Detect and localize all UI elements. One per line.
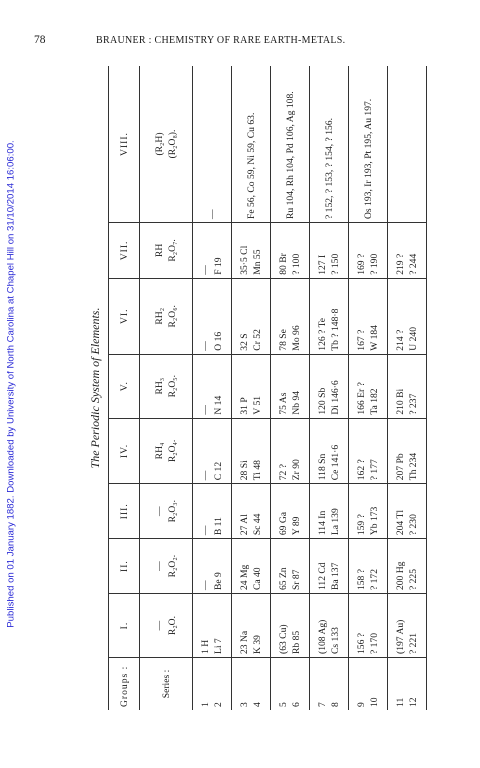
- element-entry: ? 100: [291, 253, 302, 275]
- element-entry: 207 Pb: [395, 453, 406, 481]
- element-entry: Mn 55: [252, 249, 263, 275]
- series-number: 6: [291, 702, 302, 707]
- formula-cell: [140, 66, 193, 223]
- groups-header-row: [109, 66, 140, 710]
- hydride-formula: —: [154, 561, 165, 571]
- element-entry: (63 Cu): [278, 624, 289, 654]
- element-entry: 23 Na: [239, 630, 250, 654]
- element-entry: 200 Hg: [395, 561, 406, 591]
- element-entry: O 16: [213, 331, 224, 351]
- element-entry: Sc 44: [252, 513, 263, 536]
- series-numbers: [271, 658, 310, 711]
- element-entry: —: [206, 209, 218, 219]
- element-entry: Y 89: [291, 516, 302, 536]
- element-entry: Ru 104, Rh 104, Pd 106, Ag 108.: [284, 91, 296, 219]
- element-cell: [310, 278, 349, 354]
- element-cell: [349, 418, 388, 484]
- element-cell: [349, 223, 388, 279]
- element-entry: 32 S: [239, 333, 250, 351]
- hydride-formula: (R₂H): [154, 132, 165, 156]
- element-cell: [271, 539, 310, 594]
- series-numbers: [193, 658, 232, 711]
- group-viii-cell: [271, 66, 310, 223]
- element-entry: ? 230: [408, 514, 419, 536]
- element-entry: Ba 137: [330, 562, 341, 591]
- watermark-text: Published on 01 January 1882. Downloaded by University of North Carolina at Chapel Hill on 31/10/2014 16:06:00.: [5, 140, 17, 628]
- series-pair-row: [310, 66, 349, 710]
- oxide-formula: R₂O₄.: [167, 439, 178, 463]
- element-cell: [349, 278, 388, 354]
- element-entry: —: [200, 525, 211, 536]
- element-entry: Li 7: [213, 638, 224, 654]
- element-entry: 31 P: [239, 397, 250, 415]
- element-cell: [310, 354, 349, 418]
- element-entry: Fe 56, Co 59, Ni 59, Cu 63.: [245, 112, 257, 219]
- element-cell: [310, 223, 349, 279]
- table-caption: The Periodic System of Elements.: [88, 307, 102, 469]
- element-entry: 72 ?: [278, 464, 289, 481]
- element-cell: [193, 418, 232, 484]
- element-entry: 24 Mg: [239, 564, 250, 591]
- element-entry: 28 Si: [239, 460, 250, 481]
- element-cell: [349, 539, 388, 594]
- element-cell: [388, 418, 427, 484]
- element-cell: [310, 418, 349, 484]
- formula-cell: [140, 278, 193, 354]
- series-number: 7: [317, 702, 328, 707]
- groups-label: Groups :: [109, 658, 140, 711]
- element-entry: N 14: [213, 395, 224, 415]
- element-entry: U 240: [408, 326, 419, 351]
- series-number: 4: [252, 702, 263, 707]
- element-entry: ? 172: [369, 568, 380, 591]
- element-entry: 156 ?: [356, 632, 367, 654]
- element-cell: [271, 484, 310, 539]
- element-entry: Ca 40: [252, 567, 263, 591]
- series-pair-row: [193, 66, 232, 710]
- series-pair-row: [271, 66, 310, 710]
- element-cell: [310, 594, 349, 658]
- element-entry: Os 193, Ir 193, Pt 195, Au 197.: [362, 98, 374, 219]
- hydride-formula: RH₂: [154, 307, 165, 325]
- element-entry: Zr 90: [291, 459, 302, 481]
- element-entry: ? 221: [408, 632, 419, 654]
- element-cell: [193, 594, 232, 658]
- element-entry: 219 ?: [395, 253, 406, 275]
- element-entry: 126 ? Te: [317, 317, 328, 351]
- rotated-table-block: [82, 66, 446, 710]
- element-cell: [271, 354, 310, 418]
- element-entry: V 51: [252, 395, 263, 415]
- series-number: 5: [278, 702, 289, 707]
- element-entry: Sr 87: [291, 569, 302, 591]
- group-viii-cell: [232, 66, 271, 223]
- group-header: IV.: [109, 418, 140, 484]
- element-entry: —: [200, 580, 211, 591]
- element-entry: La 139: [330, 508, 341, 536]
- group-header: VII.: [109, 223, 140, 279]
- element-cell: [388, 223, 427, 279]
- element-entry: 118 Sn: [317, 453, 328, 481]
- series-number: 2: [213, 702, 224, 707]
- element-entry: 75 As: [278, 392, 289, 415]
- element-entry: 204 Tl: [395, 510, 406, 536]
- series-number: 1: [200, 702, 211, 707]
- element-cell: [232, 484, 271, 539]
- element-cell: [232, 223, 271, 279]
- group-viii-cell: [310, 66, 349, 223]
- series-numbers: [310, 658, 349, 711]
- element-cell: [349, 594, 388, 658]
- element-entry: 35·5 Cl: [239, 245, 250, 275]
- element-cell: [388, 594, 427, 658]
- oxide-formula: (R₂O₈).: [167, 129, 178, 159]
- group-header: II.: [109, 539, 140, 594]
- element-cell: [271, 223, 310, 279]
- element-entry: F 19: [213, 257, 224, 275]
- element-cell: [232, 418, 271, 484]
- formula-cell: [140, 539, 193, 594]
- element-entry: 162 ?: [356, 459, 367, 481]
- series-pair-row: [349, 66, 388, 710]
- element-entry: Ta 182: [369, 388, 380, 415]
- element-entry: Tb ? 148·8: [330, 308, 341, 351]
- group-header: VIII.: [109, 66, 140, 223]
- element-entry: (108 Ag): [317, 619, 328, 654]
- element-entry: 65 Zn: [278, 567, 289, 591]
- hydride-formula: —: [154, 506, 165, 517]
- oxide-formula: R₂O₆.: [167, 305, 178, 328]
- element-cell: [232, 539, 271, 594]
- element-entry: Ce 141·6: [330, 444, 341, 481]
- element-entry: Nb 94: [291, 390, 302, 415]
- element-entry: C 12: [213, 461, 224, 481]
- element-entry: Rb 85: [291, 630, 302, 654]
- element-entry: —: [200, 405, 211, 415]
- element-cell: [271, 278, 310, 354]
- series-label: Series :: [140, 658, 193, 711]
- element-cell: [388, 278, 427, 354]
- series-pair-row: [388, 66, 427, 710]
- series-number: 9: [356, 702, 367, 707]
- formula-cell: [140, 594, 193, 658]
- element-entry: ? 237: [408, 393, 419, 415]
- series-numbers: [349, 658, 388, 711]
- element-entry: Mo 96: [291, 325, 302, 351]
- hydride-formula: RH: [154, 243, 165, 258]
- element-entry: Be 9: [213, 572, 224, 591]
- element-cell: [193, 278, 232, 354]
- element-cell: [388, 484, 427, 539]
- page-number: 78: [34, 34, 46, 46]
- hydride-formula: RH₃: [154, 377, 165, 395]
- oxide-formula: R₂O.: [167, 615, 178, 636]
- element-entry: Di 146·6: [330, 380, 341, 415]
- element-entry: ? 150: [330, 253, 341, 275]
- element-entry: 114 In: [317, 510, 328, 536]
- hydride-formula: —: [154, 620, 165, 631]
- element-cell: [388, 354, 427, 418]
- element-entry: K 39: [252, 635, 263, 654]
- element-cell: [310, 539, 349, 594]
- formula-cell: [140, 418, 193, 484]
- element-entry: 169 ?: [356, 253, 367, 275]
- element-cell: [310, 484, 349, 539]
- element-cell: [193, 354, 232, 418]
- element-entry: Ti 48: [252, 460, 263, 481]
- element-entry: ? 152, ? 153, ? 154, ? 156.: [323, 118, 335, 219]
- element-cell: [232, 594, 271, 658]
- element-cell: [193, 484, 232, 539]
- periodic-table: [108, 66, 427, 710]
- oxide-formula: R₂O₃.: [167, 500, 178, 523]
- element-entry: —: [200, 341, 211, 351]
- element-entry: —: [200, 265, 211, 275]
- element-cell: [193, 539, 232, 594]
- series-pair-row: [232, 66, 271, 710]
- series-numbers: [232, 658, 271, 711]
- element-entry: W 184: [369, 325, 380, 351]
- element-entry: Cs 133: [330, 627, 341, 654]
- formula-cell: [140, 484, 193, 539]
- formula-cell: [140, 354, 193, 418]
- element-entry: 159 ?: [356, 514, 367, 536]
- element-entry: 112 Cd: [317, 562, 328, 591]
- group-header: I.: [109, 594, 140, 658]
- element-entry: 120 Sb: [317, 387, 328, 415]
- group-header: III.: [109, 484, 140, 539]
- group-viii-cell: [193, 66, 232, 223]
- element-entry: 214 ?: [395, 329, 406, 351]
- element-entry: 210 Bi: [395, 388, 406, 415]
- oxide-formula: R₂O₂.: [167, 554, 178, 578]
- group-viii-cell: [349, 66, 388, 223]
- element-entry: B 11: [213, 517, 224, 536]
- element-entry: ? 190: [369, 253, 380, 275]
- element-entry: 158 ?: [356, 568, 367, 591]
- element-entry: 167 ?: [356, 329, 367, 351]
- element-entry: 27 Al: [239, 514, 250, 536]
- element-entry: 127 I: [317, 254, 328, 275]
- element-cell: [232, 354, 271, 418]
- series-numbers: [388, 658, 427, 711]
- series-number: 10: [369, 697, 380, 707]
- element-entry: Th 234: [408, 452, 419, 481]
- series-number: 3: [239, 702, 250, 707]
- element-entry: ? 225: [408, 568, 419, 591]
- formula-row: [140, 66, 193, 710]
- formula-cell: [140, 223, 193, 279]
- element-entry: ? 244: [408, 253, 419, 275]
- series-number: 8: [330, 702, 341, 707]
- element-entry: Yb 173: [369, 506, 380, 536]
- oxide-formula: R₂O₅.: [167, 374, 178, 398]
- hydride-formula: RH₄: [154, 442, 165, 460]
- group-header: V.: [109, 354, 140, 418]
- download-watermark: [0, 0, 22, 768]
- group-header: VI.: [109, 278, 140, 354]
- element-cell: [349, 354, 388, 418]
- element-entry: (197 Au): [395, 619, 406, 654]
- element-entry: 1 H: [200, 639, 211, 654]
- element-entry: 69 Ga: [278, 511, 289, 536]
- element-entry: 80 Br: [278, 253, 289, 275]
- element-entry: —: [200, 470, 211, 481]
- element-entry: 78 Se: [278, 329, 289, 351]
- running-head: BRAUNER : CHEMISTRY OF RARE EARTH-METALS.: [96, 35, 346, 46]
- series-number: 12: [408, 697, 419, 707]
- element-entry: 166 Er ?: [356, 382, 367, 415]
- element-cell: [193, 223, 232, 279]
- element-entry: ? 170: [369, 632, 380, 654]
- oxide-formula: R₂O₇.: [167, 239, 178, 262]
- series-number: 11: [395, 697, 406, 707]
- element-cell: [232, 278, 271, 354]
- element-cell: [388, 539, 427, 594]
- element-cell: [349, 484, 388, 539]
- element-entry: Cr 52: [252, 329, 263, 351]
- element-entry: ? 177: [369, 459, 380, 481]
- group-viii-cell: [388, 66, 427, 223]
- element-cell: [271, 594, 310, 658]
- element-cell: [271, 418, 310, 484]
